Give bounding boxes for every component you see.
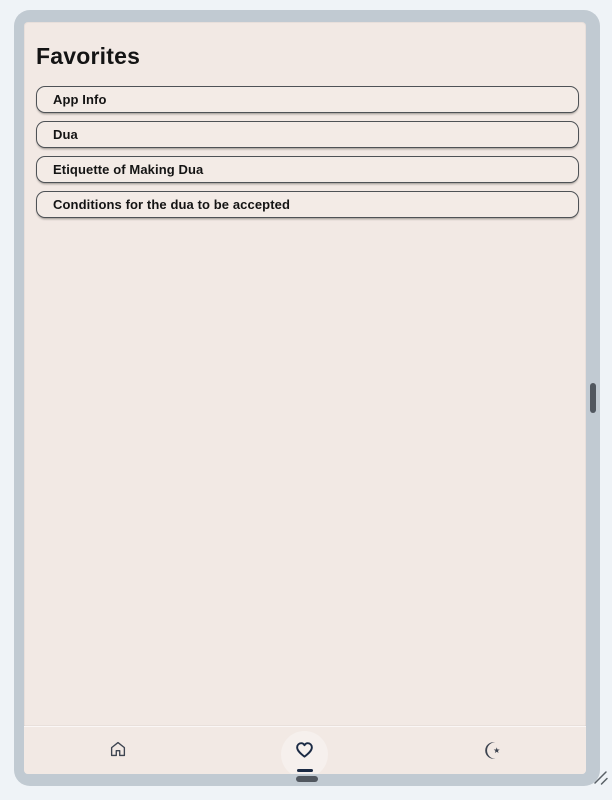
- nav-col-favorites: [211, 727, 398, 774]
- nav-home-button[interactable]: [109, 740, 127, 758]
- favorites-content: [24, 22, 586, 726]
- bottom-nav: [24, 726, 586, 774]
- list-item-dua[interactable]: Dua: [36, 121, 579, 148]
- nav-col-home: [24, 727, 211, 774]
- nav-islamic-button[interactable]: [482, 740, 503, 761]
- home-icon: [109, 746, 127, 761]
- gesture-handle[interactable]: [296, 776, 318, 782]
- app-screen: [24, 22, 586, 774]
- page-title: Favorites: [36, 43, 141, 69]
- nav-col-islamic: [399, 727, 586, 774]
- list-item-conditions[interactable]: Conditions for the dua to be accepted: [36, 191, 579, 218]
- list-item-etiquette[interactable]: Etiquette of Making Dua: [36, 156, 579, 183]
- device-side-button[interactable]: [590, 383, 596, 413]
- resize-handle-icon[interactable]: [592, 769, 609, 786]
- nav-favorites-button[interactable]: [281, 731, 328, 774]
- heart-icon: [294, 731, 315, 763]
- favorites-list: [36, 86, 579, 218]
- device-frame: [14, 10, 600, 786]
- list-item-app-info[interactable]: App Info: [36, 86, 579, 113]
- crescent-star-icon: [482, 749, 503, 764]
- selected-tab-indicator: [297, 769, 313, 772]
